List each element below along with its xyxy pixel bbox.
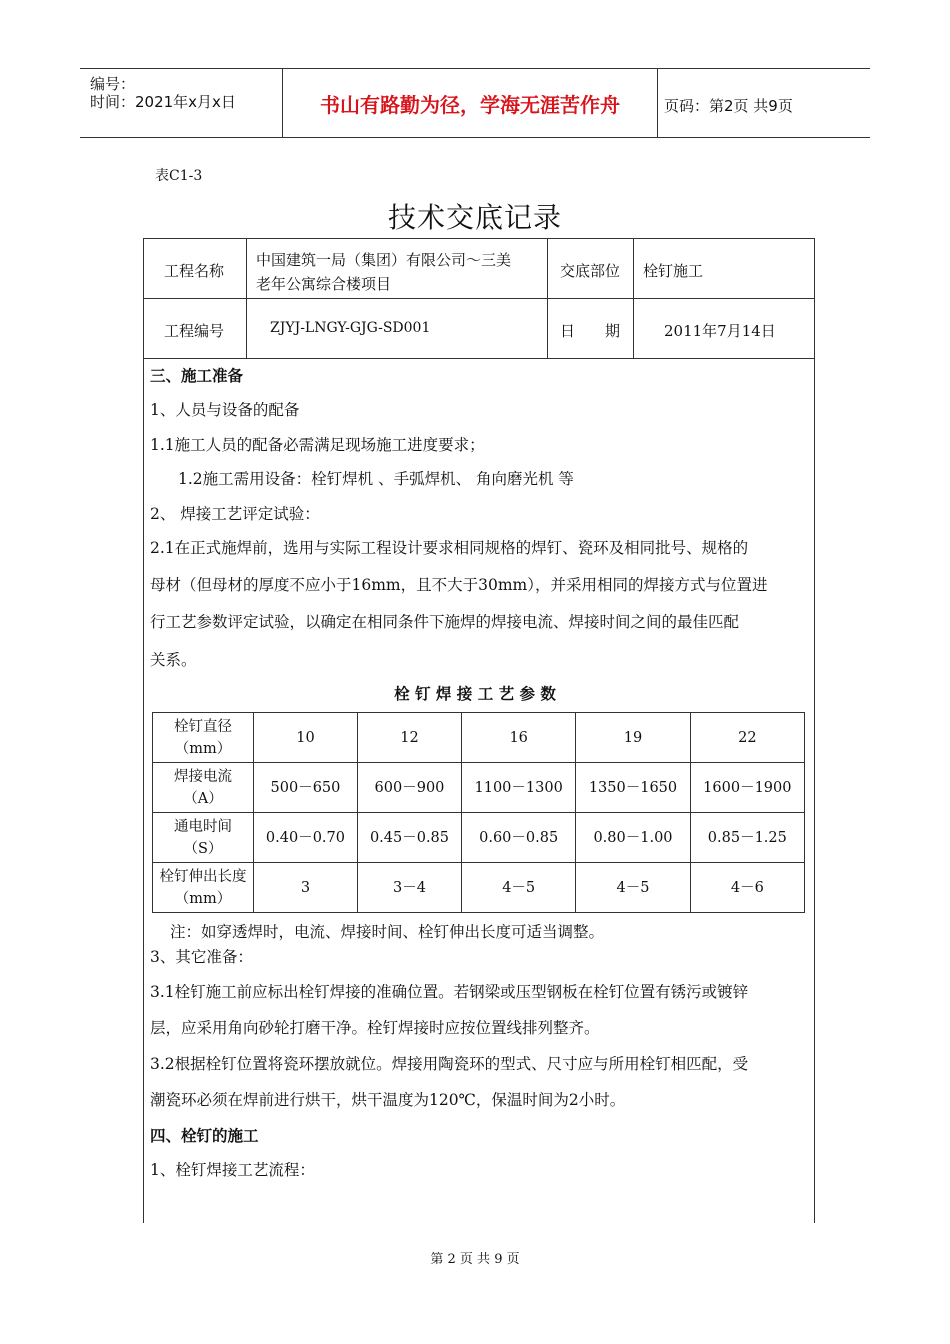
table-cell: 12 xyxy=(357,713,461,763)
table-cell: 0.40－0.70 xyxy=(253,813,357,863)
col-divider xyxy=(547,238,548,358)
row-header-line2: （mm） xyxy=(174,740,232,757)
paragraph: 1.1施工人员的配备必需满足现场施工进度要求； xyxy=(150,436,485,454)
table-row xyxy=(153,813,805,863)
paragraph: 行工艺参数评定试验，以确定在相同条件下施焊的焊接电流、焊接时间之间的最佳匹配 xyxy=(150,613,740,631)
row-header-line1: 焊接电流 xyxy=(173,768,232,785)
col-divider xyxy=(633,238,634,358)
project-no-label: 工程编号 xyxy=(164,322,225,340)
paragraph: 潮瓷环必须在焊前进行烘干，烘干温度为120℃，保温时间为2小时。 xyxy=(150,1091,626,1109)
form-code: 表C1-3 xyxy=(155,168,203,184)
project-name-label: 工程名称 xyxy=(164,262,225,280)
row-header-line1: 通电时间 xyxy=(173,818,232,835)
paragraph: 母材（但母材的厚度不应小于16mm，且不大于30mm），并采用相同的焊接方式与位置进 xyxy=(150,576,768,594)
row-header xyxy=(153,863,254,913)
row-header xyxy=(153,813,254,863)
col-divider xyxy=(246,238,247,358)
page-label: 页码：第2页 共9页 xyxy=(664,97,793,115)
part-value: 栓钉施工 xyxy=(643,262,704,280)
table-cell: 16 xyxy=(462,713,576,763)
paragraph: 3.1栓钉施工前应标出栓钉焊接的准确位置。若钢梁或压型钢板在栓钉位置有锈污或镀锌 xyxy=(150,983,749,1001)
table-cell: 3－4 xyxy=(357,863,461,913)
table-cell: 1100－1300 xyxy=(462,763,576,813)
serial-label: 编号： xyxy=(90,75,136,93)
table-cell: 10 xyxy=(253,713,357,763)
document-title: 技术交底记录 xyxy=(387,201,562,234)
row-header-line2: （mm） xyxy=(174,890,232,907)
row-header xyxy=(153,713,254,763)
table-cell: 4－5 xyxy=(576,863,690,913)
welding-param-table xyxy=(152,712,805,913)
table-cell: 1350－1650 xyxy=(576,763,690,813)
row-divider xyxy=(143,298,814,299)
row-header-line1: 栓钉伸出长度 xyxy=(159,868,247,885)
time-label: 时间：2021年x月x日 xyxy=(90,93,236,111)
date-label: 日 期 xyxy=(560,322,621,340)
table-cell: 0.45－0.85 xyxy=(357,813,461,863)
project-name-line1: 中国建筑一局（集团）有限公司～三美 xyxy=(256,251,512,269)
table-cell: 4－6 xyxy=(690,863,804,913)
page-header xyxy=(80,68,870,138)
row-header-line1: 栓钉直径 xyxy=(173,718,232,735)
header-meta xyxy=(80,69,283,137)
row-divider xyxy=(143,358,814,359)
section-4-heading: 四、栓钉的施工 xyxy=(150,1126,259,1145)
table-cell: 600－900 xyxy=(357,763,461,813)
table-row xyxy=(153,863,805,913)
paragraph: 2、 焊接工艺评定试验： xyxy=(150,505,320,523)
paragraph: 3、其它准备： xyxy=(150,948,253,966)
table-cell: 1600－1900 xyxy=(690,763,804,813)
table-cell: 0.80－1.00 xyxy=(576,813,690,863)
table-title: 栓 钉 焊 接 工 艺 参 数 xyxy=(394,684,556,703)
date-value: 2011年7月14日 xyxy=(664,322,776,340)
paragraph: 1.2施工需用设备：栓钉焊机 、手弧焊机、 角向磨光机 等 xyxy=(178,470,574,488)
paragraph: 3.2根据栓钉位置将瓷环摆放就位。焊接用陶瓷环的型式、尺寸应与所用栓钉相匹配，受 xyxy=(150,1055,749,1073)
section-3-heading: 三、施工准备 xyxy=(150,366,244,385)
paragraph: 关系。 xyxy=(150,651,197,669)
row-header-line2: （A） xyxy=(183,790,223,807)
table-cell: 19 xyxy=(576,713,690,763)
part-label: 交底部位 xyxy=(560,262,621,280)
paragraph: 1、人员与设备的配备 xyxy=(150,401,300,419)
table-cell: 22 xyxy=(690,713,804,763)
row-header-line2: （S） xyxy=(183,840,223,857)
table-cell: 500－650 xyxy=(253,763,357,813)
table-cell: 0.60－0.85 xyxy=(462,813,576,863)
page-footer: 第 2 页 共 9 页 xyxy=(430,1252,520,1267)
table-cell: 3 xyxy=(253,863,357,913)
paragraph: 2.1在正式施焊前，选用与实际工程设计要求相同规格的焊钉、瓷环及相同批号、规格的 xyxy=(150,539,749,557)
motto: 书山有路勤为径，学海无涯苦作舟 xyxy=(283,69,658,137)
table-note: 注：如穿透焊时，电流、焊接时间、栓钉伸出长度可适当调整。 xyxy=(170,923,605,941)
table-row xyxy=(153,713,805,763)
project-name-line2: 老年公寓综合楼项目 xyxy=(256,275,392,293)
table-cell: 0.85－1.25 xyxy=(690,813,804,863)
project-no-value: ZJYJ-LNGY-GJG-SD001 xyxy=(270,320,431,336)
paragraph: 层，应采用角向砂轮打磨干净。栓钉焊接时应按位置线排列整齐。 xyxy=(150,1019,600,1037)
row-header xyxy=(153,763,254,813)
table-row xyxy=(153,763,805,813)
paragraph: 1、栓钉焊接工艺流程： xyxy=(150,1161,315,1179)
table-cell: 4－5 xyxy=(462,863,576,913)
